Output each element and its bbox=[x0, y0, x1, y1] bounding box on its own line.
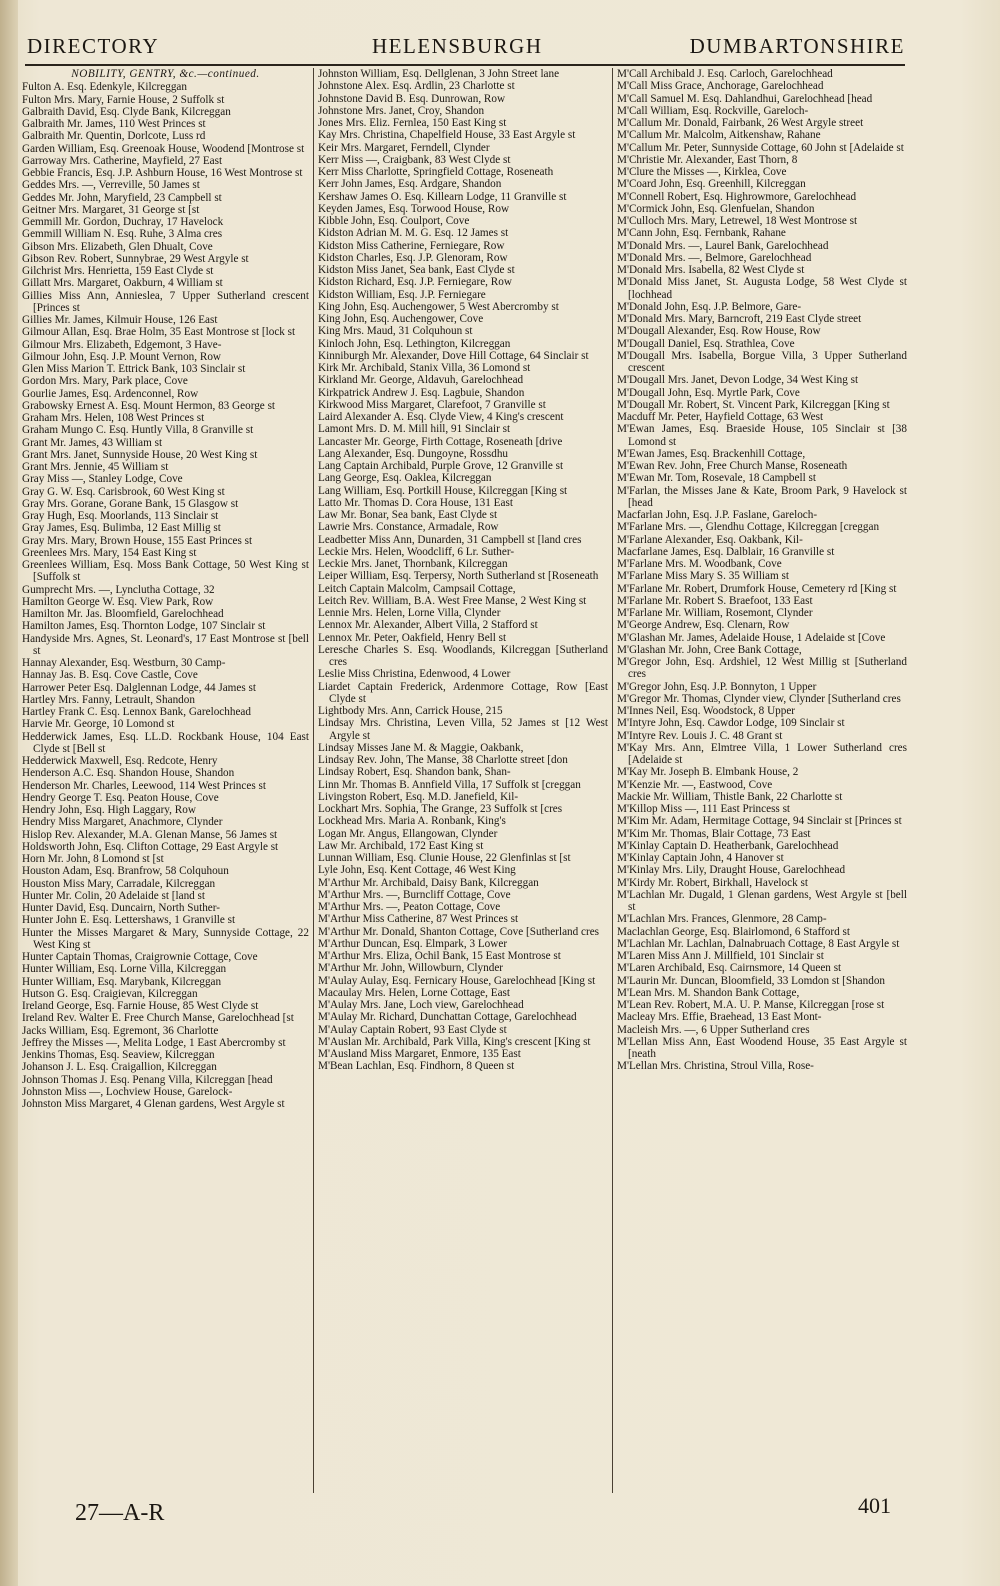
directory-entry: Jenkins Thomas, Esq. Seaview, Kilcreggan bbox=[22, 1049, 215, 1061]
directory-entry: Hunter Mr. Colin, 20 Adelaide st [land st bbox=[22, 889, 206, 902]
directory-entry: Maclachlan George, Esq. Blairlomond, 6 Stafford st bbox=[617, 925, 850, 938]
directory-entry: Macduff Mr. Peter, Hayfield Cottage, 63 West bbox=[617, 411, 824, 423]
directory-entry: Hannay Jas. B. Esq. Cove Castle, Cove bbox=[22, 669, 198, 682]
directory-entry: M'Clure the Misses —, Kirklea, Cove bbox=[617, 166, 787, 178]
directory-entry: Gebbie Francis, Esq. J.P. Ashburn House, 16 West Montrose st bbox=[22, 167, 303, 179]
header-right: DUMBARTONSHIRE bbox=[689, 34, 905, 58]
directory-entry: M'Lellan Mrs. Christina, Stroul Villa, Rose- bbox=[617, 1060, 814, 1073]
directory-entry: Macleish Mrs. —, 6 Upper Sutherland cres bbox=[617, 1023, 810, 1036]
directory-entry: Gillies Miss Ann, Annieslea, 7 Upper Sutherland crescent [Princes st bbox=[22, 289, 309, 314]
directory-entry: Lightbody Mrs. Ann, Carrick House, 215 bbox=[318, 705, 503, 717]
directory-entry: Kibble John, Esq. Coulport, Cove bbox=[318, 215, 470, 227]
directory-entry: Graham Mrs. Helen, 108 West Princes st bbox=[22, 412, 205, 424]
directory-entry: M'Dougall Daniel, Esq. Strathlea, Cove bbox=[617, 337, 795, 350]
directory-entry: M'Killop Miss —, 111 East Princess st bbox=[617, 803, 791, 815]
directory-entry: Gilchrist Mrs. Henrietta, 159 East Clyde st bbox=[22, 265, 214, 277]
directory-entry: M'Callum Mr. Malcolm, Aitkenshaw, Rahane bbox=[617, 129, 821, 142]
directory-entry: Kerr Miss —, Craigbank, 83 West Clyde st bbox=[318, 153, 511, 166]
directory-entry: M'Culloch Mrs. Mary, Letrewel, 18 West Montrose st bbox=[617, 215, 858, 227]
column-3 bbox=[617, 68, 907, 1493]
directory-entry: Johnstone Mrs. Janet, Croy, Shandon bbox=[318, 104, 485, 117]
directory-entry: M'Innes Neil, Esq. Woodstock, 8 Upper bbox=[617, 705, 796, 717]
directory-entry: Lindsay Robert, Esq. Shandon bank, Shan- bbox=[318, 766, 511, 779]
directory-entry: M'Glashan Mr. John, Cree Bank Cottage, bbox=[617, 643, 802, 656]
directory-entry: M'Kinlay Captain D. Heatherbank, Garelochhead bbox=[617, 839, 839, 852]
directory-entry: King John, Esq. Auchengower, Cove bbox=[318, 313, 484, 325]
directory-entry: Hamilton George W. Esq. View Park, Row bbox=[22, 595, 214, 608]
directory-entry: Hendry Miss Margaret, Anachmore, Clynder bbox=[22, 816, 223, 829]
directory-entry: Kirkwood Miss Margaret, Clarefoot, 7 Granville st bbox=[318, 398, 546, 411]
directory-entry: M'Intyre John, Esq. Cawdor Lodge, 109 Sinclair st bbox=[617, 717, 845, 730]
directory-entry: Kinniburgh Mr. Alexander, Dove Hill Cottage, 64 Sinclair st bbox=[318, 349, 589, 362]
directory-entry: M'Gregor John, Esq. J.P. Bonnyton, 1 Upper bbox=[617, 680, 817, 693]
directory-entry: Hutson G. Esq. Craigievan, Kilcreggan bbox=[22, 987, 198, 1000]
directory-entry: M'Farlane Alexander, Esq. Oakbank, Kil- bbox=[617, 533, 803, 546]
directory-entry: M'Kenzie Mr. —, Eastwood, Cove bbox=[617, 778, 773, 791]
directory-entry: M'Lachlan Mr. Lachlan, Dalnabruach Cottage, 8 East Argyle st bbox=[617, 937, 900, 950]
directory-entry: M'Connell Robert, Esq. Highrowmore, Garelochhead bbox=[617, 190, 857, 203]
directory-entry: Johnson Thomas J. Esq. Penang Villa, Kilcreggan [head bbox=[22, 1073, 273, 1086]
directory-entry: Galbraith Mr. James, 110 West Princes st bbox=[22, 118, 206, 130]
directory-entry: M'Kay Mrs. Ann, Elmtree Villa, 1 Lower Sutherland cres [Adelaide st bbox=[617, 741, 907, 766]
column-1 bbox=[22, 68, 309, 1493]
directory-entry: M'Donald Mrs. Isabella, 82 West Clyde st bbox=[617, 264, 805, 276]
directory-entry: M'Donald John, Esq. J.P. Belmore, Gare- bbox=[617, 300, 802, 313]
directory-entry: Law Mr. Archibald, 172 East King st bbox=[318, 839, 484, 852]
directory-entry: M'Ewan Mr. Tom, Rosevale, 18 Campbell st bbox=[617, 472, 816, 485]
directory-entry: M'Arthur Mrs. —, Peaton Cottage, Cove bbox=[318, 901, 501, 913]
directory-entry: M'Dougall Mrs. Janet, Devon Lodge, 34 West King st bbox=[617, 374, 859, 387]
directory-entry: M'Aulay Aulay, Esq. Fernicary House, Garelochhead [King st bbox=[318, 974, 596, 987]
directory-entry: Grant Mrs. Jennie, 45 William st bbox=[22, 461, 169, 473]
directory-entry: Ireland George, Esq. Farnie House, 85 West Clyde st bbox=[22, 1000, 259, 1012]
directory-entry: Galbraith Mr. Quentin, Dorlcote, Luss rd bbox=[22, 130, 206, 143]
directory-entry: Johnstone David B. Esq. Dunrowan, Row bbox=[318, 92, 506, 105]
directory-entry: M'Kim Mr. Thomas, Blair Cottage, 73 East bbox=[617, 827, 811, 840]
directory-entry: Lindsay Mrs. Christina, Leven Villa, 52 James st [12 West Argyle st bbox=[318, 717, 608, 742]
directory-entry: Kidston Richard, Esq. J.P. Ferniegare, Row bbox=[318, 276, 512, 289]
directory-entry: Johnston William, Esq. Dellglenan, 3 John Street lane bbox=[318, 68, 560, 80]
directory-entry: M'Farlane Mr. Robert S. Braefoot, 133 East bbox=[617, 594, 813, 607]
directory-entry: Kidston William, Esq. J.P. Ferniegare bbox=[318, 288, 486, 301]
signature-mark: 27—A-R bbox=[75, 1500, 165, 1526]
directory-entry: M'Donald Miss Janet, St. Augusta Lodge, 58 West Clyde st [lochhead bbox=[617, 276, 907, 301]
directory-entry: M'Laurin Mr. Duncan, Bloomfield, 33 Lomdon st [Shandon bbox=[617, 974, 886, 987]
directory-entry: M'Farlane Mr. Robert, Drumfork House, Cemetery rd [King st bbox=[617, 582, 897, 595]
directory-entry: Gibson Mrs. Elizabeth, Glen Dhualt, Cove bbox=[22, 240, 213, 253]
directory-entry: M'Lachlan Mrs. Frances, Glenmore, 28 Camp- bbox=[617, 913, 827, 926]
directory-entry: Gray Mrs. Mary, Brown House, 155 East Princes st bbox=[22, 534, 253, 547]
directory-entry: Gray Hugh, Esq. Moorlands, 113 Sinclair st bbox=[22, 510, 219, 522]
directory-entry: Johnston Miss —, Lochview House, Garelock- bbox=[22, 1085, 233, 1098]
directory-entry: Livingston Robert, Esq. M.D. Janefield, Kil- bbox=[318, 790, 519, 803]
directory-entry: Grabowsky Ernest A. Esq. Mount Hermon, 83 George st bbox=[22, 399, 276, 412]
directory-entry: M'Lellan Miss Ann, East Woodend House, 35 East Argyle st [neath bbox=[617, 1035, 907, 1060]
directory-entry: Lunnan William, Esq. Clunie House, 22 Glenfinlas st [st bbox=[318, 852, 571, 864]
directory-entry: Hislop Rev. Alexander, M.A. Glenan Manse, 56 James st bbox=[22, 828, 278, 841]
directory-entry: M'Glashan Mr. James, Adelaide House, 1 Adelaide st [Cove bbox=[617, 631, 886, 644]
directory-entry: Harvie Mr. George, 10 Lomond st bbox=[22, 718, 175, 731]
header-center: HELENSBURGH bbox=[372, 34, 543, 58]
directory-entry: Houston Miss Mary, Carradale, Kilcreggan bbox=[22, 877, 216, 890]
directory-entry: Hedderwick James, Esq. LL.D. Rockbank House, 104 East Clyde st [Bell st bbox=[22, 730, 309, 755]
directory-entry: M'Farlane Miss Mary S. 35 William st bbox=[617, 570, 789, 583]
directory-entry: Johnstone Alex. Esq. Ardlin, 23 Charlotte st bbox=[318, 80, 515, 93]
directory-entry: Jacks William, Esq. Egremont, 36 Charlotte bbox=[22, 1024, 219, 1037]
directory-entry: Kidston Adrian M. M. G. Esq. 12 James st bbox=[318, 227, 509, 240]
directory-entry: Kidston Miss Catherine, Ferniegare, Row bbox=[318, 239, 505, 252]
directory-entry: M'Callum Mr. Peter, Sunnyside Cottage, 60 John st [Adelaide st bbox=[617, 141, 904, 154]
directory-entry: Geitner Mrs. Margaret, 31 George st [st bbox=[22, 203, 200, 216]
directory-entry: Henderson A.C. Esq. Shandon House, Shandon bbox=[22, 767, 235, 780]
directory-entry: Johnston Miss Margaret, 4 Glenan gardens, West Argyle st bbox=[22, 1098, 285, 1110]
directory-entry: Leckie Mrs. Janet, Thornbank, Kilcreggan bbox=[318, 558, 508, 570]
directory-entry: Keyden James, Esq. Torwood House, Row bbox=[318, 202, 510, 215]
directory-entry: Grant Mrs. Janet, Sunnyside House, 20 West King st bbox=[22, 448, 258, 461]
directory-entry: M'Donald Mrs. —, Laurel Bank, Garelochhead bbox=[617, 239, 829, 252]
directory-entry: Gemmill Mr. Gordon, Duchray, 17 Havelock bbox=[22, 216, 224, 228]
directory-entry: Lennox Mr. Alexander, Albert Villa, 2 Stafford st bbox=[318, 619, 538, 632]
directory-entry: Hartley Frank C. Esq. Lennox Bank, Garelochhead bbox=[22, 706, 251, 718]
directory-entry: Hunter David, Esq. Duncairn, North Suther- bbox=[22, 902, 220, 914]
directory-entry: Houston Adam, Esq. Branfrow, 58 Colquhoun bbox=[22, 865, 229, 878]
column-2-entries bbox=[318, 68, 608, 1073]
directory-entry: M'Ewan Rev. John, Free Church Manse, Roseneath bbox=[617, 460, 848, 472]
directory-entry: Linn Mr. Thomas B. Annfield Villa, 17 Suffolk st [creggan bbox=[318, 778, 581, 791]
directory-entry: Kidston Miss Janet, Sea bank, East Clyde st bbox=[318, 264, 515, 276]
directory-entry: Law Mr. Bonar, Sea bank, East Clyde st bbox=[318, 509, 498, 521]
directory-entry: M'Arthur Miss Catherine, 87 West Princes st bbox=[318, 913, 519, 926]
directory-entry: M'Farlane Mrs. M. Woodbank, Cove bbox=[617, 558, 782, 570]
directory-entry: Geddes Mr. John, Maryfield, 23 Campbell st bbox=[22, 191, 222, 204]
directory-entry: King John, Esq. Auchengower, 5 West Abercromby st bbox=[318, 300, 559, 313]
directory-entry: Grant Mr. James, 43 William st bbox=[22, 436, 163, 449]
directory-entry: Gordon Mrs. Mary, Park place, Cove bbox=[22, 375, 188, 388]
directory-entry: Johanson J. L. Esq. Craigallion, Kilcreggan bbox=[22, 1061, 217, 1074]
directory-entry: M'Farlan, the Misses Jane & Kate, Broom Park, 9 Havelock st [head bbox=[617, 484, 907, 509]
directory-entry: Keir Mrs. Margaret, Ferndell, Clynder bbox=[318, 141, 490, 154]
directory-entry: M'Lean Mrs. M. Shandon Bank Cottage, bbox=[617, 986, 800, 999]
directory-entry: Lawrie Mrs. Constance, Armadale, Row bbox=[318, 521, 499, 534]
directory-entry: Lang Alexander, Esq. Dungoyne, Rossdhu bbox=[318, 447, 509, 460]
page-number: 401 bbox=[858, 1493, 891, 1518]
directory-entry: M'Call Archibald J. Esq. Carloch, Garelochhead bbox=[617, 68, 833, 80]
binding-gutter bbox=[0, 0, 18, 1586]
directory-entry: Lockhart Mrs. Sophia, The Grange, 23 Suffolk st [cres bbox=[318, 803, 563, 815]
directory-entry: M'Farlane Mrs. —, Glendhu Cottage, Kilcreggan [creggan bbox=[617, 521, 880, 534]
header-left: DIRECTORY bbox=[27, 34, 160, 58]
directory-entry: M'Cormick John, Esq. Glenfuelan, Shandon bbox=[617, 202, 815, 215]
directory-entry: M'Donald Mrs. Mary, Barncroft, 219 East Clyde street bbox=[617, 313, 862, 325]
directory-entry: Leresche Charles S. Esq. Woodlands, Kilcreggan [Sutherland cres bbox=[318, 643, 608, 668]
column-3-entries bbox=[617, 68, 907, 1073]
directory-entry: Holdsworth John, Esq. Clifton Cottage, 29 East Argyle st bbox=[22, 840, 279, 853]
directory-entry: Leckie Mrs. Helen, Woodcliff, 6 Lr. Suther- bbox=[318, 545, 515, 558]
directory-entry: M'Arthur Mr. John, Willowburn, Clynder bbox=[318, 962, 504, 975]
directory-entry: M'Ausland Miss Margaret, Enmore, 135 East bbox=[318, 1048, 521, 1060]
directory-entry: Logan Mr. Angus, Ellangowan, Clynder bbox=[318, 827, 498, 840]
directory-entry: Lennie Mrs. Helen, Lorne Villa, Clynder bbox=[318, 607, 501, 619]
directory-entry: Garden William, Esq. Greenoak House, Woodend [Montrose st bbox=[22, 142, 305, 155]
directory-entry: Hedderwick Maxwell, Esq. Redcote, Henry bbox=[22, 755, 218, 767]
directory-entry: M'Kim Mr. Adam, Hermitage Cottage, 94 Sinclair st [Princes st bbox=[617, 815, 902, 828]
directory-entry: Leslie Miss Christina, Edenwood, 4 Lower bbox=[318, 668, 511, 681]
directory-entry: M'Intyre Rev. Louis J. C. 48 Grant st bbox=[617, 729, 783, 742]
directory-entry: Macfarlane James, Esq. Dalblair, 16 Granville st bbox=[617, 545, 835, 558]
directory-entry: M'Laren Miss Ann J. Millfield, 101 Sinclair st bbox=[617, 950, 824, 962]
directory-entry: M'Arthur Duncan, Esq. Elmpark, 3 Lower bbox=[318, 937, 508, 950]
directory-entry: Gibson Rev. Robert, Sunnybrae, 29 West Argyle st bbox=[22, 252, 249, 265]
directory-entry: Handyside Mrs. Agnes, St. Leonard's, 17 East Montrose st [bell st bbox=[22, 632, 309, 657]
directory-entry: Geddes Mrs. —, Verreville, 50 James st bbox=[22, 179, 200, 192]
directory-entry: Hendry John, Esq. High Laggary, Row bbox=[22, 804, 196, 816]
directory-entry: M'Ewan James, Esq. Brackenhill Cottage, bbox=[617, 447, 806, 460]
section-heading: NOBILITY, GENTRY, &c.—continued. bbox=[71, 68, 260, 80]
directory-entry: Gray James, Esq. Bulimba, 12 East Millig st bbox=[22, 522, 221, 535]
directory-entry: Henderson Mr. Charles, Leewood, 114 West Princes st bbox=[22, 779, 266, 792]
directory-entry: Gilmour Allan, Esq. Brae Holm, 35 East Montrose st [lock st bbox=[22, 326, 296, 339]
directory-entry: M'Bean Lachlan, Esq. Findhorn, 8 Queen st bbox=[318, 1060, 515, 1073]
directory-entry: Ireland Rev. Walter E. Free Church Manse, Garelochhead [st bbox=[22, 1012, 294, 1025]
directory-entry: M'Kirdy Mr. Robert, Birkhall, Havelock st bbox=[617, 876, 808, 889]
directory-entry: M'Gregor Mr. Thomas, Clynder view, Clynder [Sutherland cres bbox=[617, 692, 901, 705]
directory-entry: Leiper William, Esq. Terpersy, North Sutherland st [Roseneath bbox=[318, 570, 599, 583]
column-rule bbox=[612, 68, 613, 1493]
directory-entry: Glen Miss Marion T. Ettrick Bank, 103 Sinclair st bbox=[22, 363, 246, 375]
directory-entry: M'Christie Mr. Alexander, East Thorn, 8 bbox=[617, 153, 798, 166]
directory-entry: Jones Mrs. Eliz. Fernlea, 150 East King st bbox=[318, 117, 507, 129]
directory-entry: Lennox Mr. Peter, Oakfield, Henry Bell st bbox=[318, 631, 507, 644]
directory-entry: M'Callum Mr. Donald, Fairbank, 26 West Argyle street bbox=[617, 117, 864, 129]
directory-entry: Macfarlan John, Esq. J.P. Faslane, Gareloch- bbox=[617, 509, 818, 521]
directory-entry: Lancaster Mr. George, Firth Cottage, Roseneath [drive bbox=[318, 435, 563, 448]
directory-entry: Hunter William, Esq. Marybank, Kilcreggan bbox=[22, 975, 222, 988]
directory-entry: Lyle John, Esq. Kent Cottage, 46 West King bbox=[318, 864, 516, 877]
directory-entry: M'Dougall Mrs. Isabella, Borgue Villa, 3 Upper Sutherland crescent bbox=[617, 349, 907, 374]
directory-entry: Hunter William, Esq. Lorne Villa, Kilcreggan bbox=[22, 963, 227, 976]
directory-entry: Fulton Mrs. Mary, Farnie House, 2 Suffolk st bbox=[22, 93, 225, 106]
directory-entry: Gray Mrs. Gorane, Gorane Bank, 15 Glasgow st bbox=[22, 497, 239, 510]
directory-entry: Hartley Mrs. Fanny, Letrault, Shandon bbox=[22, 693, 195, 706]
directory-entry: Hendry George T. Esq. Peaton House, Cove bbox=[22, 791, 219, 804]
directory-entry: Liardet Captain Frederick, Ardenmore Cottage, Row [East Clyde st bbox=[318, 680, 608, 705]
directory-entry: M'George Andrew, Esq. Clenarn, Row bbox=[617, 619, 790, 632]
directory-entry: Gilmour John, Esq. J.P. Mount Vernon, Row bbox=[22, 350, 222, 363]
running-header bbox=[25, 30, 905, 66]
directory-entry: Harrower Peter Esq. Dalglennan Lodge, 44 James st bbox=[22, 681, 256, 694]
directory-entry: Kinloch John, Esq. Lethington, Kilcreggan bbox=[318, 337, 511, 350]
directory-entry: Lang Captain Archibald, Purple Grove, 12 Granville st bbox=[318, 460, 564, 472]
directory-entry: Kirkland Mr. George, Aldavuh, Garelochhead bbox=[318, 374, 524, 387]
directory-entry: M'Farlane Mr. William, Rosemont, Clynder bbox=[617, 607, 813, 619]
directory-entry: Gemmill William N. Esq. Ruhe, 3 Alma cres bbox=[22, 228, 223, 241]
directory-entry: Leitch Captain Malcolm, Campsail Cottage, bbox=[318, 582, 516, 595]
directory-entry: M'Aulay Mr. Richard, Dunchattan Cottage, Garelochhead bbox=[318, 1011, 577, 1024]
directory-entry: Garroway Mrs. Catherine, Mayfield, 27 East bbox=[22, 154, 223, 167]
directory-entry: Gray G. W. Esq. Carisbrook, 60 West King st bbox=[22, 485, 225, 498]
directory-entry: Kirkpatrick Andrew J. Esq. Lagbuie, Shandon bbox=[318, 386, 525, 399]
directory-entry: Lindsay Rev. John, The Manse, 38 Charlotte street [don bbox=[318, 754, 568, 766]
directory-entry: M'Lachlan Mr. Dugald, 1 Glenan gardens, West Argyle st [bell st bbox=[617, 888, 907, 913]
directory-entry: M'Arthur Mr. Donald, Shanton Cottage, Cove [Sutherland cres bbox=[318, 925, 600, 938]
directory-entry: Gumprecht Mrs. —, Lynclutha Cottage, 32 bbox=[22, 583, 215, 596]
directory-entry: Hamilton James, Esq. Thornton Lodge, 107 Sinclair st bbox=[22, 620, 266, 633]
directory-entry: Lindsay Misses Jane M. & Maggie, Oakbank, bbox=[318, 741, 524, 754]
directory-entry: Lamont Mrs. D. M. Mill hill, 91 Sinclair st bbox=[318, 423, 511, 436]
column-rule bbox=[313, 68, 314, 1493]
directory-entry: M'Call Samuel M. Esq. Dahlandhui, Garelochhead [head bbox=[617, 92, 873, 105]
directory-entry: M'Kinlay Mrs. Lily, Draught House, Garelochhead bbox=[617, 864, 846, 877]
directory-entry: Gillatt Mrs. Margaret, Oakburn, 4 William st bbox=[22, 277, 223, 290]
directory-entry: Kay Mrs. Christina, Chapelfield House, 33 East Argyle st bbox=[318, 129, 576, 142]
directory-entry: M'Arthur Mrs. Eliza, Ochil Bank, 15 East Montrose st bbox=[318, 950, 561, 962]
directory-entry: Jeffrey the Misses —, Melita Lodge, 1 East Abercromby st bbox=[22, 1036, 286, 1049]
directory-entry: Macleay Mrs. Effie, Braehead, 13 East Mont- bbox=[617, 1011, 822, 1024]
directory-entry: Fulton A. Esq. Edenkyle, Kilcreggan bbox=[22, 81, 187, 94]
directory-entry: Hunter Captain Thomas, Craigrownie Cottage, Cove bbox=[22, 951, 258, 963]
directory-entry: Kerr John James, Esq. Ardgare, Shandon bbox=[318, 178, 502, 191]
directory-entry: Hamilton Mr. Jas. Bloomfield, Garelochhead bbox=[22, 608, 224, 620]
directory-entry: M'Dougall Alexander, Esq. Row House, Row bbox=[617, 325, 821, 338]
directory-entry: Latto Mr. Thomas D. Cora House, 131 East bbox=[318, 496, 513, 509]
directory-entry: M'Gregor John, Esq. Ardshiel, 12 West Millig st [Sutherland cres bbox=[617, 656, 907, 681]
directory-entry: Hunter John E. Esq. Lettershaws, 1 Granville st bbox=[22, 914, 236, 927]
directory-entry: Kirk Mr. Archibald, Stanix Villa, 36 Lomond st bbox=[318, 362, 531, 374]
directory-entry: Kidston Charles, Esq. J.P. Glenoram, Row bbox=[318, 251, 508, 264]
directory-entry: Kerr Miss Charlotte, Springfield Cottage, Roseneath bbox=[318, 166, 554, 178]
directory-entry: Galbraith David, Esq. Clyde Bank, Kilcreggan bbox=[22, 105, 231, 118]
directory-entry: M'Ewan James, Esq. Braeside House, 105 Sinclair st [38 Lomond st bbox=[617, 423, 907, 448]
directory-entry: Macaulay Mrs. Helen, Lorne Cottage, East bbox=[318, 986, 510, 999]
directory-entry: M'Kay Mr. Joseph B. Elmbank House, 2 bbox=[617, 766, 799, 779]
directory-entry: Leitch Rev. William, B.A. West Free Manse, 2 West King st bbox=[318, 594, 587, 607]
directory-entry: M'Kinlay Captain John, 4 Hanover st bbox=[617, 852, 784, 864]
directory-entry: Hannay Alexander, Esq. Westburn, 30 Camp- bbox=[22, 657, 226, 669]
directory-entry: Kershaw James O. Esq. Killearn Lodge, 11 Granville st bbox=[318, 190, 567, 203]
directory-entry: Horn Mr. John, 8 Lomond st [st bbox=[22, 853, 164, 865]
directory-entry: M'Arthur Mr. Archibald, Daisy Bank, Kilcreggan bbox=[318, 876, 539, 889]
directory-entry: M'Lean Rev. Robert, M.A. U. P. Manse, Kilcreggan [rose st bbox=[617, 999, 885, 1011]
directory-entry: Lang George, Esq. Oaklea, Kilcreggan bbox=[318, 472, 492, 485]
directory-entry: King Mrs. Maud, 31 Colquhoun st bbox=[318, 325, 473, 338]
directory-entry: M'Cann John, Esq. Fernbank, Rahane bbox=[617, 227, 786, 240]
directory-entry: M'Call William, Esq. Rockville, Gareloch- bbox=[617, 104, 809, 117]
directory-entry: Greenlees William, Esq. Moss Bank Cottage, 50 West King st [Suffolk st bbox=[22, 559, 309, 584]
directory-entry: M'Laren Archibald, Esq. Cairnsmore, 14 Queen st bbox=[617, 962, 842, 975]
column-2 bbox=[318, 68, 608, 1493]
directory-entry: Hunter the Misses Margaret & Mary, Sunnyside Cottage, 22 West King st bbox=[22, 926, 309, 951]
directory-entry: Laird Alexander A. Esq. Clyde View, 4 King's crescent bbox=[318, 411, 564, 423]
directory-entry: M'Arthur Mrs. —, Burncliff Cottage, Cove bbox=[318, 888, 511, 901]
directory-entry: Lockhead Mrs. Maria A. Ronbank, King's bbox=[318, 815, 506, 828]
directory-entry: M'Dougall John, Esq. Myrtle Park, Cove bbox=[617, 386, 800, 399]
directory-entry: Gillies Mr. James, Kilmuir House, 126 East bbox=[22, 314, 218, 326]
directory-entry: M'Coard John, Esq. Greenhill, Kilcreggan bbox=[617, 178, 806, 191]
directory-entry: Mackie Mr. William, Thistle Bank, 22 Charlotte st bbox=[617, 790, 843, 803]
directory-entry: M'Auslan Mr. Archibald, Park Villa, King's crescent [King st bbox=[318, 1035, 591, 1048]
directory-entry: M'Dougall Mr. Robert, St. Vincent Park, Kilcreggan [King st bbox=[617, 398, 890, 411]
directory-entry: Gilmour Mrs. Elizabeth, Edgemont, 3 Have- bbox=[22, 338, 222, 351]
directory-columns bbox=[22, 68, 907, 1493]
directory-entry: Graham Mungo C. Esq. Huntly Villa, 8 Granville st bbox=[22, 424, 254, 437]
directory-entry: Lang William, Esq. Portkill House, Kilcreggan [King st bbox=[318, 484, 568, 497]
directory-entry: M'Aulay Mrs. Jane, Loch view, Garelochhead bbox=[318, 999, 524, 1011]
directory-entry: Gray Miss —, Stanley Lodge, Cove bbox=[22, 473, 183, 486]
directory-entry: M'Donald Mrs. —, Belmore, Garelochhead bbox=[617, 251, 812, 264]
column-1-entries bbox=[22, 81, 309, 1110]
directory-entry: Greenlees Mrs. Mary, 154 East King st bbox=[22, 546, 197, 559]
directory-entry: Leadbetter Miss Ann, Dunarden, 31 Campbell st [land cres bbox=[318, 533, 582, 546]
directory-entry: M'Call Miss Grace, Anchorage, Garelochhead bbox=[617, 80, 824, 93]
directory-entry: Gourlie James, Esq. Ardenconnel, Row bbox=[22, 387, 199, 400]
directory-entry: M'Aulay Captain Robert, 93 East Clyde st bbox=[318, 1023, 507, 1036]
